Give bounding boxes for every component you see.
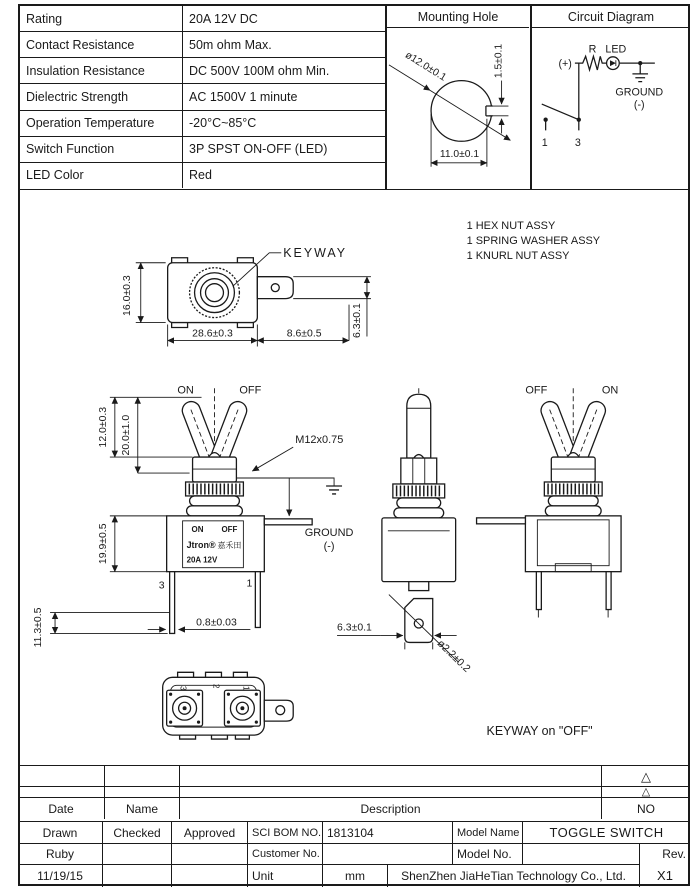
note-line: 1 SPRING WASHER ASSY: [466, 234, 601, 247]
spec-value: 50m ohm Max.: [189, 37, 272, 52]
table-row: [18, 822, 690, 844]
face-rating-label: 20A 12V: [186, 555, 218, 565]
tb-cell-empty: [103, 844, 172, 865]
table-row: [18, 844, 690, 887]
table-row: [18, 766, 690, 787]
dim-diameter: ø12.0±0.1: [403, 49, 449, 84]
spec-value: 20A 12V DC: [189, 11, 258, 26]
tb-cell-empty: [523, 844, 640, 865]
tb-cell-empty: [172, 844, 248, 865]
dim-hole-diameter: ø2.2±0.2: [434, 638, 473, 675]
spec-label: Contact Resistance: [20, 32, 183, 57]
rev-header: Rev.: [662, 846, 686, 861]
dim-body-width: 28.6±0.3: [192, 328, 233, 340]
spec-value: AC 1500V 1 minute: [189, 89, 298, 104]
back-view: [477, 384, 621, 617]
table-row: [20, 163, 385, 188]
rev-value: X1: [657, 867, 673, 883]
revision-cell: [640, 844, 690, 887]
spec-label: Switch Function: [20, 137, 183, 162]
tb-cell-empty: [105, 766, 180, 787]
dim-terminal-width: 6.3±0.1: [337, 622, 372, 634]
checked-header: Checked: [103, 822, 172, 844]
face-on-label: ON: [191, 524, 204, 534]
table-row: [20, 111, 385, 137]
terminal-3-label: 3: [158, 580, 165, 592]
tb-cell-empty: [323, 844, 453, 865]
spec-label: Rating: [20, 6, 183, 31]
dim-notch: 1.5±0.1: [493, 43, 505, 79]
note-line: 1 KNURL NUT ASSY: [466, 249, 570, 262]
tb-cell-empty: [180, 787, 602, 798]
ground-label: GROUND: [615, 86, 664, 99]
terminal-2-mark: 2: [211, 684, 221, 689]
company-name: ShenZhen JiaHeTian Technology Co., Ltd.: [388, 865, 640, 887]
brand-label: Jtron®: [186, 539, 216, 550]
thread-spec-label: M12x0.75: [295, 434, 344, 447]
model-name-header: Model Name: [453, 822, 523, 844]
revision-table: [18, 765, 690, 818]
drawn-date: 11/19/15: [18, 865, 103, 887]
terminal-1-label: 1: [246, 578, 253, 590]
drawing-area: [20, 191, 688, 763]
ground-label: GROUND: [304, 526, 354, 539]
drawn-by: Ruby: [18, 844, 103, 865]
dim-terminal-height: 6.3±0.1: [351, 303, 363, 338]
spec-value: 3P SPST ON-OFF (LED): [189, 142, 328, 157]
tb-cell-empty: [180, 766, 602, 787]
terminal-1-mark: 1: [241, 686, 251, 691]
dim-lever-full: 20.0±1.0: [120, 414, 132, 456]
dim-height: 16.0±0.3: [121, 275, 133, 316]
front-view: [33, 384, 353, 647]
lever-off-label: OFF: [239, 384, 262, 397]
note-line: 1 HEX NUT ASSY: [466, 219, 556, 232]
brand-cn-label: 嘉禾田: [217, 540, 242, 550]
tb-cell-empty: [18, 787, 105, 798]
circuit-diagram-title: Circuit Diagram: [532, 6, 690, 28]
face-off-label: OFF: [221, 524, 238, 534]
terminal-3-label: 3: [574, 137, 581, 150]
spec-label: Operation Temperature: [20, 111, 183, 136]
spec-value: -20°C~85°C: [189, 116, 257, 131]
top-view: [122, 246, 371, 347]
unit-value: mm: [323, 865, 388, 887]
dim-terminal-length: 11.3±0.5: [33, 607, 45, 648]
title-block: [18, 821, 690, 886]
dim-terminal-width: 8.6±0.5: [286, 328, 322, 340]
approved-header: Approved: [172, 822, 248, 844]
table-row: [18, 787, 690, 798]
table-row: [18, 798, 690, 819]
table-row: [20, 137, 385, 163]
bom-number: 1813104: [323, 822, 453, 844]
no-header: NO: [637, 801, 655, 816]
bottom-view: [163, 672, 294, 739]
assembly-notes: [467, 220, 601, 262]
side-view: [337, 388, 515, 675]
spec-value: Red: [189, 168, 212, 183]
tb-cell-empty: [18, 766, 105, 787]
mounting-hole-title: Mounting Hole: [387, 6, 529, 28]
triangle-icon: △: [641, 768, 651, 784]
spec-table: [20, 6, 385, 188]
table-row: [20, 6, 385, 32]
revision-marker: [602, 766, 690, 787]
spec-label: LED Color: [20, 163, 183, 188]
customer-no-header: Customer No.: [248, 844, 323, 865]
terminal-3-mark: 3: [178, 686, 188, 691]
dim-body: 19.9±0.5: [97, 523, 109, 565]
lever-on-label: ON: [601, 384, 619, 397]
circuit-diagram: [532, 29, 688, 187]
dim-width: 11.0±0.1: [439, 148, 480, 160]
description-header: Description: [180, 798, 602, 819]
keyway-label: KEYWAY: [283, 245, 348, 260]
triangle-icon: △: [641, 787, 651, 798]
tb-cell-empty: [103, 865, 172, 887]
drawn-header: Drawn: [18, 822, 103, 844]
table-row: [20, 32, 385, 58]
unit-header: Unit: [248, 865, 323, 887]
bom-header: SCI BOM NO.: [248, 822, 323, 844]
spec-label: Insulation Resistance: [20, 58, 183, 83]
tb-cell-empty: [172, 865, 248, 887]
dim-lever: 12.0±0.3: [97, 406, 109, 448]
keyway-position-note: KEYWAY on "OFF": [486, 724, 593, 739]
terminal-1-label: 1: [541, 137, 548, 150]
model-name: TOGGLE SWITCH: [523, 822, 690, 844]
table-row: [20, 84, 385, 110]
model-no-header: Model No.: [453, 844, 523, 865]
dim-terminal-thickness: 0.8±0.03: [196, 617, 237, 629]
name-header: Name: [105, 798, 180, 819]
led-label: LED: [605, 43, 627, 56]
table-row: [20, 58, 385, 84]
spec-label: Dielectric Strength: [20, 84, 183, 109]
lever-on-label: ON: [177, 384, 194, 397]
tb-cell-empty: [105, 787, 180, 798]
revision-marker: [602, 787, 690, 798]
resistor-label: R: [588, 43, 597, 56]
mounting-hole-diagram: [387, 29, 529, 187]
lever-off-label: OFF: [525, 384, 548, 397]
ground-minus-label: (-): [633, 98, 645, 111]
divider: [18, 189, 690, 191]
spec-value: DC 500V 100M ohm Min.: [189, 63, 330, 78]
date-header: Date: [18, 798, 105, 819]
ground-minus-label: (-): [323, 540, 335, 553]
plus-label: (+): [558, 58, 572, 71]
